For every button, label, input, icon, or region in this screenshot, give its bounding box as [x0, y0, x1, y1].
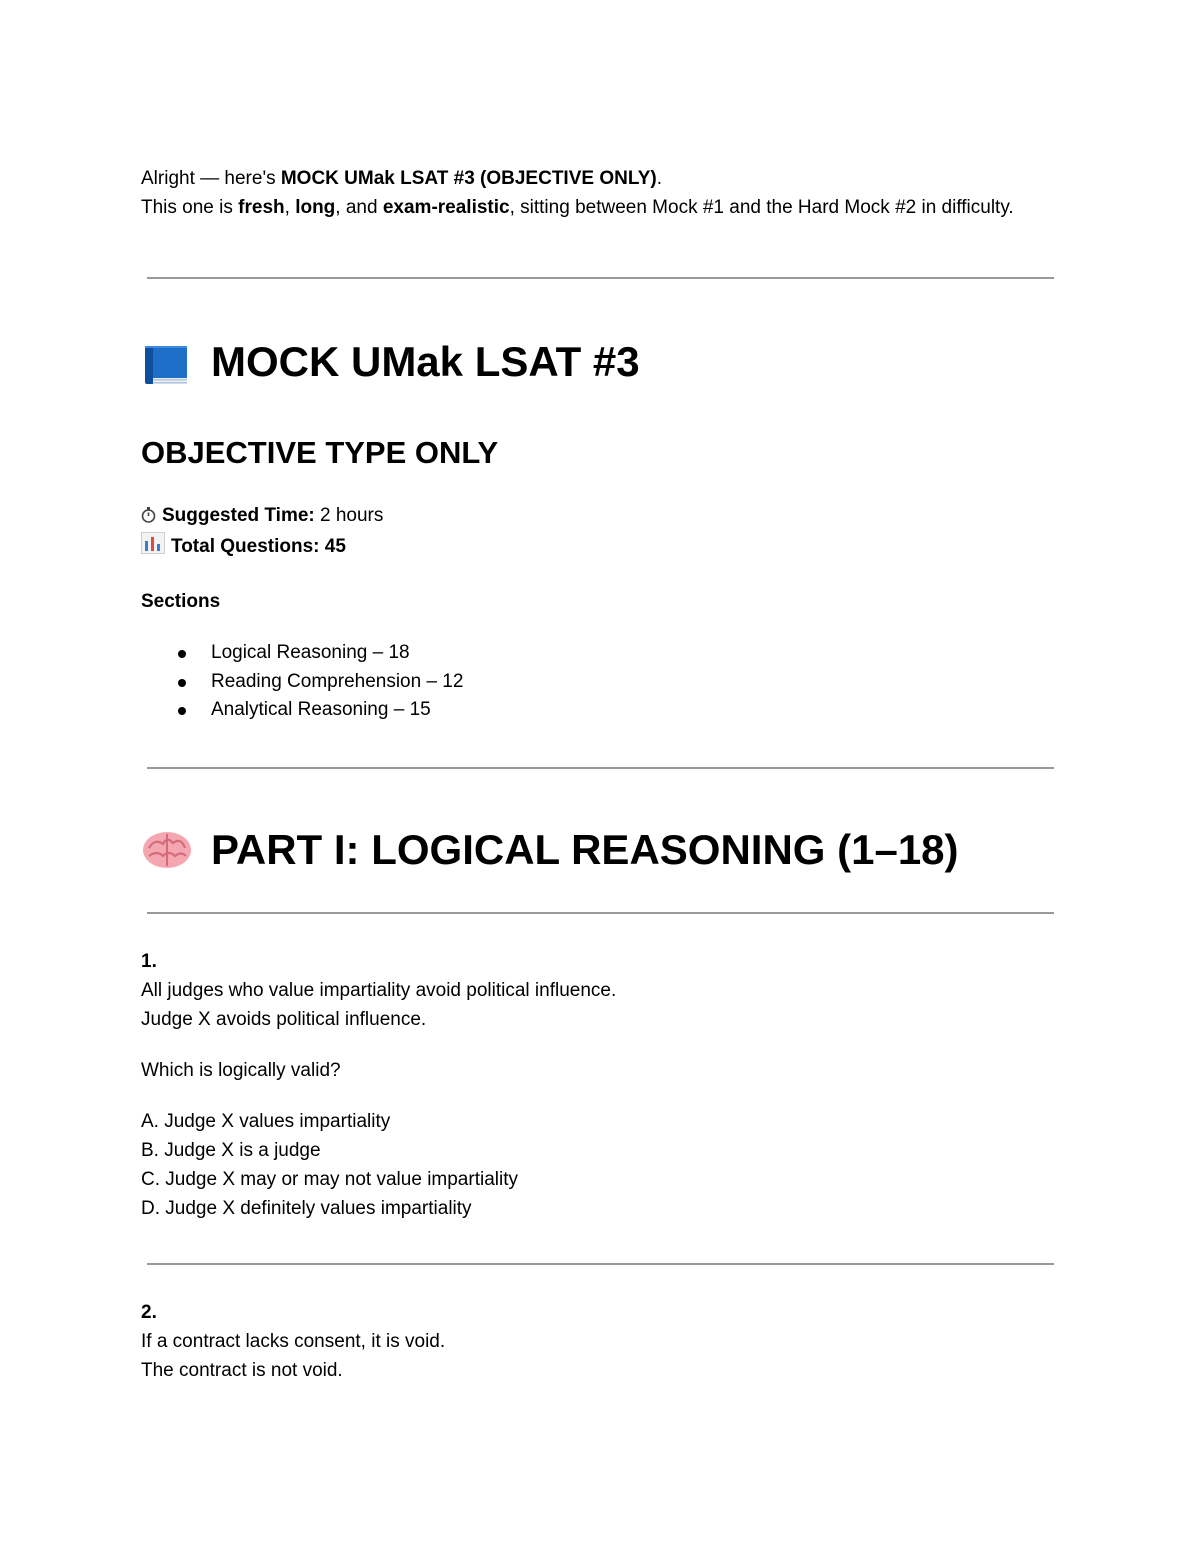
intro-bold-word: fresh: [238, 197, 285, 218]
doc-subtitle: OBJECTIVE TYPE ONLY: [141, 435, 499, 470]
intro-line-2: [141, 193, 1056, 222]
bullet-icon: [178, 707, 186, 715]
question-number: 2.: [141, 1301, 157, 1323]
intro-text: , sitting between Mock #1 and the Hard Mock #2 in difficulty.: [509, 197, 1014, 218]
doc-title-text: MOCK UMak LSAT #3: [211, 338, 640, 385]
question-premise: Judge X avoids political influence.: [141, 1008, 427, 1030]
doc-title: [141, 337, 1056, 387]
intro-text: Alright — here's: [141, 168, 281, 189]
intro-text: ,: [284, 197, 296, 218]
list-item: [141, 668, 1056, 697]
bullet-icon: [178, 679, 186, 687]
sections-heading: Sections: [141, 591, 221, 612]
sections-list: [141, 639, 1056, 725]
list-item-text: Logical Reasoning – 18: [211, 642, 410, 663]
intro-bold-title: MOCK UMak LSAT #3 (OBJECTIVE ONLY): [280, 168, 657, 189]
blue-book-icon: [141, 340, 193, 384]
question-prompt: Which is logically valid?: [141, 1059, 341, 1081]
intro-text: , and: [335, 197, 383, 218]
answer-choice: B. Judge X is a judge: [141, 1139, 321, 1161]
stopwatch-icon: [141, 503, 156, 532]
answer-choice: A. Judge X values impartiality: [141, 1110, 391, 1132]
document-body: [141, 164, 1056, 1385]
intro-bold-word: exam-realistic: [382, 197, 510, 218]
intro-text: .: [656, 168, 662, 189]
question-1: [141, 947, 1056, 1223]
suggested-time-line: [141, 501, 1056, 532]
question-2: [141, 1298, 1056, 1385]
part1-heading: [141, 825, 1056, 875]
answer-choice: D. Judge X definitely values impartiality: [141, 1197, 472, 1219]
list-item-text: Reading Comprehension – 12: [211, 670, 464, 692]
question-premise: The contract is not void.: [141, 1359, 343, 1381]
list-item: [141, 639, 1056, 668]
total-questions-line: [141, 532, 1056, 563]
total-questions-label: Total Questions: 45: [171, 536, 346, 557]
question-number: 1.: [141, 950, 157, 972]
brain-icon: [141, 828, 193, 872]
question-premise: If a contract lacks consent, it is void.: [141, 1330, 446, 1352]
intro-text: This one is: [141, 197, 239, 218]
list-item: [141, 696, 1056, 725]
suggested-time-label: Suggested Time:: [162, 505, 315, 526]
answer-choice: C. Judge X may or may not value impartiality: [141, 1168, 518, 1190]
intro-bold-word: long: [295, 197, 336, 218]
bullet-icon: [178, 650, 186, 658]
part1-heading-text: PART I: LOGICAL REASONING (1–18): [211, 825, 959, 873]
bar-chart-icon: [141, 532, 165, 563]
intro-line-1: [141, 164, 1056, 193]
suggested-time-value: 2 hours: [314, 505, 384, 526]
question-premise: All judges who value impartiality avoid political influence.: [141, 979, 617, 1001]
list-item-text: Analytical Reasoning – 15: [211, 699, 431, 720]
